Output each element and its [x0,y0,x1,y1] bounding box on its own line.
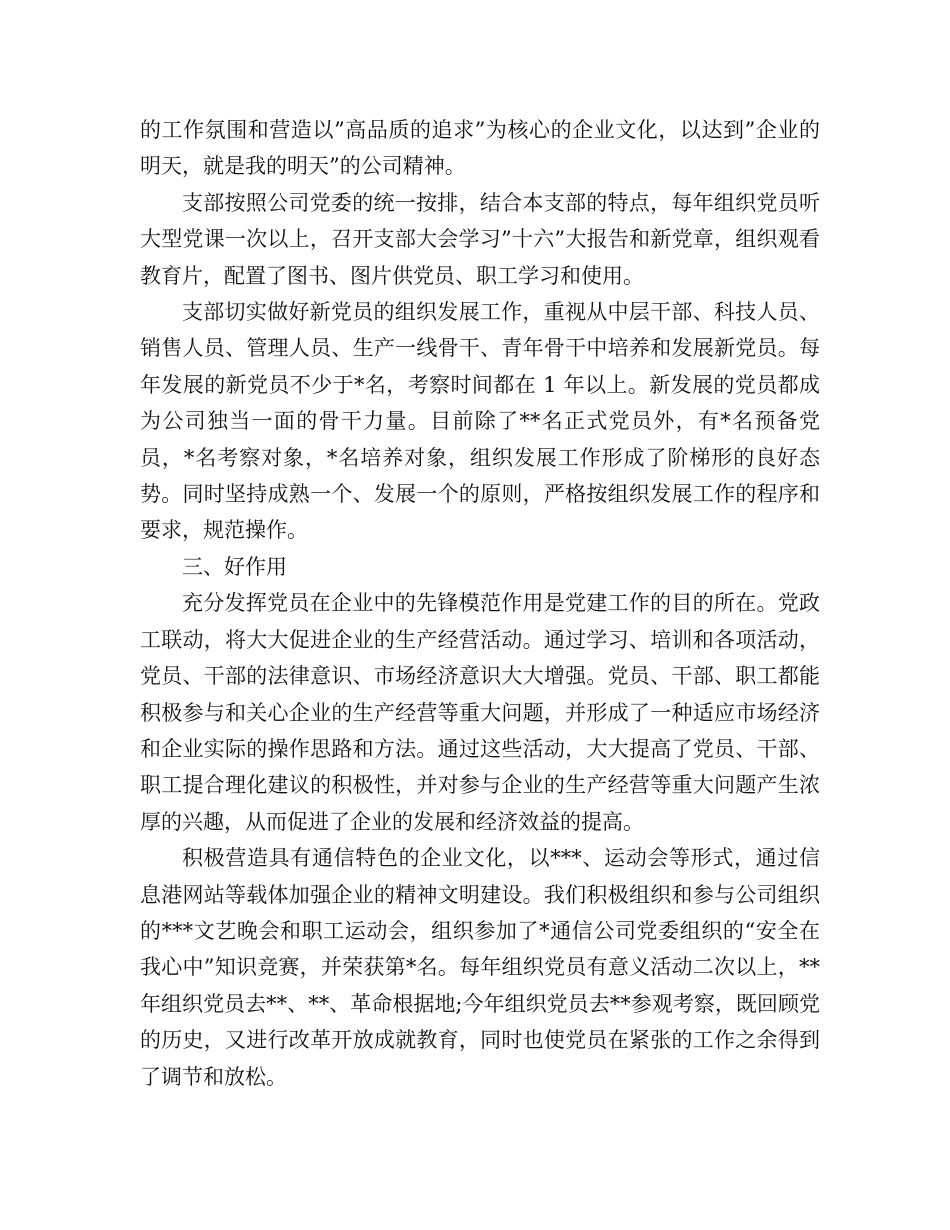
paragraph-continuation: 的工作氛围和营造以”高品质的追求”为核心的企业文化，以达到”企业的明天，就是我的明天”的公司精神。 [140,118,820,179]
paragraph-exemplary-role: 充分发挥党员在企业中的先锋模范作用是党建工作的目的所在。党政工联动，将大大促进企业的生产经营活动。通过学习、培训和各项活动，党员、干部的法律意识、市场经济意识大大增强。党员、干部、职工都能积极参与和关心企业的生产经营等重大问题，并形成了一种适应市场经济和企业实际的操作思路和方法。通过这些活动，大大提高了党员、干部、职工提合理化建议的积极性，并对参与企业的生产经营等重大问题产生浓厚的兴趣，从而促进了企业的发展和经济效益的提高。 [140,591,820,834]
section-heading: 三、好作用 [182,554,287,579]
paragraph-party-study: 支部按照公司党委的统一按排，结合本支部的特点，每年组织党员听大型党课一次以上，召开支部大会学习”十六”大报告和新党章，组织观看教育片，配置了图书、图片供党员、职工学习和使用。 [140,190,820,288]
paragraph-corporate-culture: 积极营造具有通信特色的企业文化，以***、运动会等形式，通过信息港网站等载体加强企业的精神文明建设。我们积极组织和参与公司组织的***文艺晚会和职工运动会，组织参加了*通信公司党委组织的“安全在我心中”知识竞赛，并荣获第*名。每年组织党员有意义活动二次以上，**年组织党员去**、**、革命根据地;今年组织党员去**参观考察，既回顾党的历史，又进行改革开放成就教育，同时也使党员在紧张的工作之余得到了调节和放松。 [140,846,820,1089]
paragraph-member-development: 支部切实做好新党员的组织发展工作，重视从中层干部、科技人员、销售人员、管理人员、生产一线骨干、青年骨干中培养和发展新党员。每年发展的新党员不少于*名，考察时间都在 1 年以上。新发展的党员都成为公司独当一面的骨干力量。目前除了**名正式党员外，有*名预备党员，*名考察对象，*名培养对象，组织发展工作形成了阶梯形的良好态势。同时坚持成熟一个、发展一个的原则，严格按组织发展工作的程序和要求，规范操作。 [140,300,820,543]
document-page [140,112,820,1095]
